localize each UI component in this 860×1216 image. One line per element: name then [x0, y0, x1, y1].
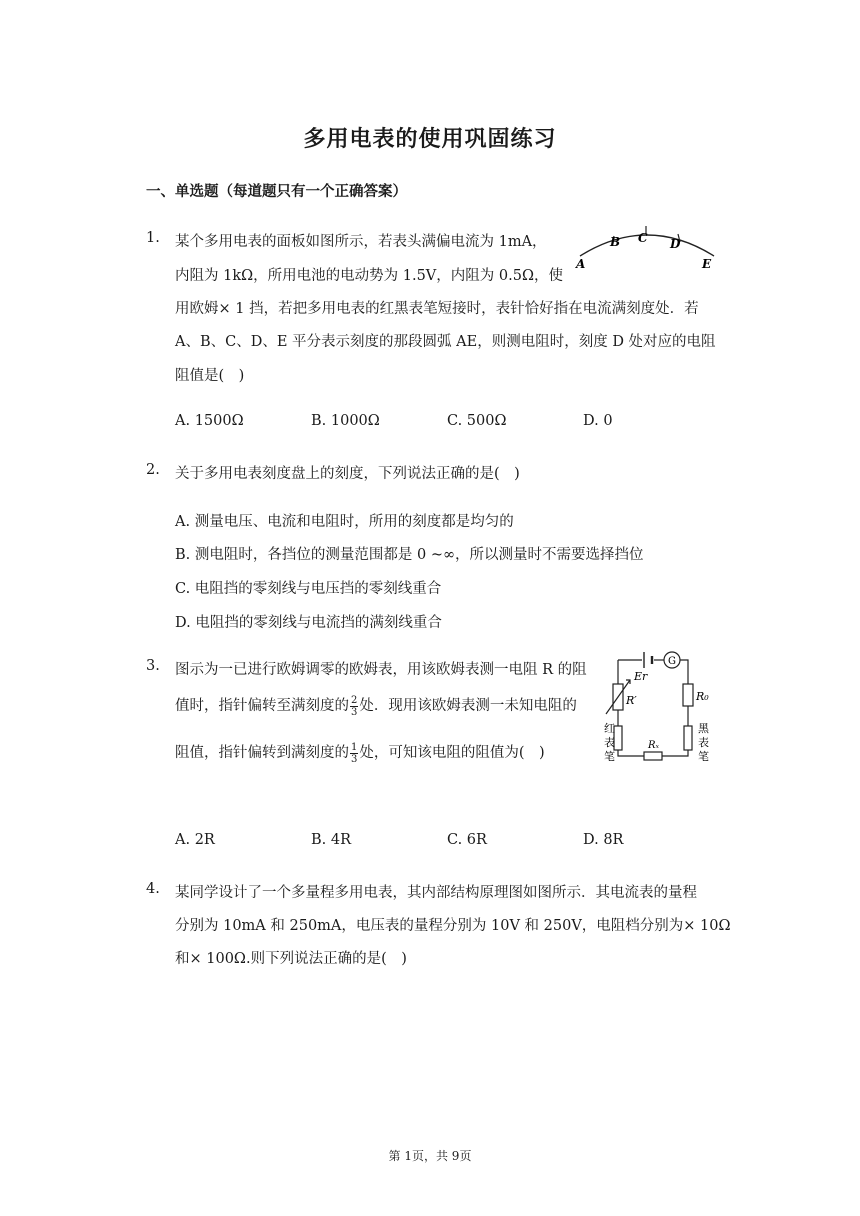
question-2-text: 关于多用电表刻度盘上的刻度，下列说法正确的是( ): [175, 466, 520, 482]
question-3-number: 3.: [146, 658, 160, 674]
question-3-line-2: [175, 694, 577, 718]
question-1-option-d: D. 0: [583, 413, 613, 429]
fraction-numerator: 1: [351, 741, 358, 753]
question-3-option-c: C. 6R: [447, 832, 487, 848]
scale-label-e: E: [702, 257, 712, 271]
question-1-option-b: B. 1000Ω: [311, 413, 380, 429]
question-2-option-d: D. 电阻挡的零刻线与电流挡的满刻线重合: [175, 615, 442, 631]
question-1-line-5: 阻值是( ): [175, 368, 245, 384]
fraction-denominator: 3: [351, 706, 358, 718]
black-probe-char-3: 笔: [698, 750, 709, 763]
section-heading: 一、单选题（每道题只有一个正确答案）: [146, 183, 407, 200]
question-1-line-1: 某个多用电表的面板如图所示，若表头满偏电流为 1mA，: [175, 234, 547, 250]
page-footer: 第 1页，共 9页: [388, 1149, 472, 1163]
question-3-line-3-start: 阻值，指针偏转到满刻度的: [175, 745, 349, 761]
fraction-numerator: 2: [351, 694, 358, 706]
emf-label: Er: [634, 670, 648, 683]
fraction-one-third: [350, 742, 358, 765]
question-3-option-a: A. 2R: [175, 832, 215, 848]
question-4-number: 4.: [146, 881, 160, 897]
question-2-option-b: B. 测电阻时，各挡位的测量范围都是 0 ~∞，所以测量时不需要选择挡位: [175, 547, 644, 563]
question-4-line-1: 某同学设计了一个多量程多用电表，其内部结构原理图如图所示．其电流表的量程: [175, 885, 697, 901]
red-probe-char-1: 红: [604, 722, 615, 735]
question-3-line-3: [175, 741, 545, 765]
galvanometer-label: G: [668, 656, 676, 667]
red-probe-char-3: 笔: [604, 750, 615, 763]
meter-scale-figure: [572, 220, 722, 272]
question-4-line-3: 和× 100Ω.则下列说法正确的是( ): [175, 951, 407, 967]
question-1-line-2: 内阻为 1kΩ，所用电池的电动势为 1.5V，内阻为 0.5Ω，使: [175, 268, 563, 284]
question-1-line-4: A、B、C、D、E 平分表示刻度的那段圆弧 AE，则测电阻时，刻度 D 处对应的电阻: [175, 334, 716, 350]
question-3-line-1: 图示为一已进行欧姆调零的欧姆表，用该欧姆表测一电阻 R 的阻: [175, 662, 587, 678]
question-1-option-a: A. 1500Ω: [175, 413, 244, 429]
fraction-two-thirds: [350, 695, 358, 718]
rheostat-label: R′: [626, 694, 637, 707]
question-1-number: 1.: [146, 230, 160, 246]
ohmmeter-circuit-figure: [604, 648, 716, 770]
question-3-line-2-end: 处．现用该欧姆表测一未知电阻的: [359, 698, 577, 714]
question-3-line-3-end: 处，可知该电阻的阻值为( ): [359, 745, 545, 761]
question-4-line-2: 分别为 10mA 和 250mA，电压表的量程分别为 10V 和 250V，电阻档分别为× 10Ω: [175, 918, 731, 934]
black-probe-char-2: 表: [698, 736, 709, 749]
black-probe-char-1: 黑: [698, 722, 709, 735]
question-3-option-b: B. 4R: [311, 832, 352, 848]
question-1-line-3: 用欧姆× 1 挡，若把多用电表的红黑表笔短接时，表针恰好指在电流满刻度处．若: [175, 301, 699, 317]
question-3-line-2-start: 值时，指针偏转至满刻度的: [175, 698, 349, 714]
fraction-denominator: 3: [351, 753, 358, 765]
scale-label-b: B: [610, 235, 621, 249]
scale-label-a: A: [576, 257, 586, 271]
red-probe-char-2: 表: [604, 736, 615, 749]
page-title: 多用电表的使用巩固练习: [303, 126, 557, 152]
question-1-option-c: C. 500Ω: [447, 413, 507, 429]
question-2-option-c: C. 电阻挡的零刻线与电压挡的零刻线重合: [175, 581, 442, 597]
rx-label: Rₓ: [648, 740, 660, 751]
r0-label: R₀: [696, 690, 709, 703]
scale-label-c: C: [638, 231, 648, 245]
question-3-option-d: D. 8R: [583, 832, 624, 848]
scale-label-d: D: [670, 237, 681, 251]
question-2-option-a: A. 测量电压、电流和电阻时，所用的刻度都是均匀的: [175, 514, 514, 530]
question-2-number: 2.: [146, 462, 160, 478]
